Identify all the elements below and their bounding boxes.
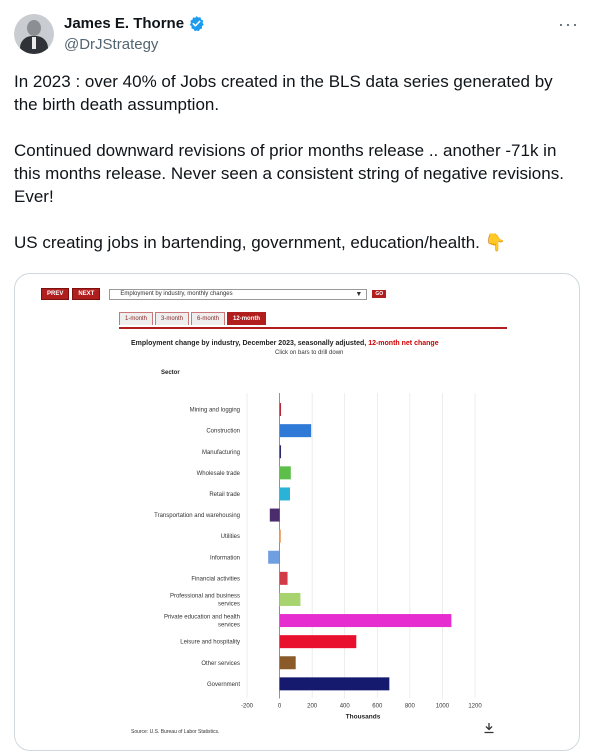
author-name[interactable]: James E. Thorne — [64, 15, 185, 32]
download-icon[interactable] — [483, 722, 495, 737]
x-tick-label: 800 — [404, 703, 415, 710]
category-label: Construction — [206, 428, 240, 435]
bar[interactable] — [280, 445, 281, 458]
category-label: Manufacturing — [201, 449, 240, 456]
bar[interactable] — [280, 424, 312, 437]
category-label: Retail trade — [209, 491, 240, 498]
bar[interactable] — [270, 509, 280, 522]
chart-source: Source: U.S. Bureau of Labor Statistics. — [131, 729, 220, 735]
go-button[interactable]: GO — [372, 290, 386, 298]
chart-select-value: Employment by industry, monthly changes — [120, 290, 233, 297]
chart-subtitle: Click on bars to drill down — [275, 350, 344, 356]
prev-button[interactable]: PREV — [41, 288, 69, 300]
bar[interactable] — [280, 635, 357, 648]
avatar[interactable] — [14, 14, 54, 54]
bar[interactable] — [280, 403, 281, 416]
tab-3-month[interactable]: 3-month — [155, 312, 189, 325]
category-label: services — [217, 601, 240, 608]
sector-header: Sector — [161, 370, 180, 376]
chart-title-main: Employment change by industry, December 2023, seasonally adjusted, — [131, 340, 369, 347]
x-tick-label: 400 — [339, 703, 350, 710]
tweet-paragraph-3-text: US creating jobs in bartending, government, education/health. — [14, 233, 480, 252]
category-label: Government — [206, 681, 240, 688]
pointing-down-emoji: 👇 — [484, 233, 506, 252]
category-label: Transportation and warehousing — [154, 513, 240, 520]
author-handle[interactable]: @DrJStrategy — [64, 36, 159, 53]
bar[interactable] — [280, 530, 281, 543]
author-name-row[interactable] — [64, 15, 205, 32]
category-label: services — [217, 622, 240, 629]
bar[interactable] — [280, 677, 390, 690]
x-tick-label: 1000 — [435, 703, 450, 710]
category-label: Utilities — [220, 534, 240, 541]
bar[interactable] — [280, 572, 288, 585]
bar-chart — [15, 274, 579, 750]
media-card[interactable] — [14, 273, 580, 751]
category-label: Information — [209, 555, 240, 562]
category-label: Mining and logging — [189, 407, 240, 414]
bar[interactable] — [280, 614, 452, 627]
category-label: Other services — [201, 660, 240, 667]
tweet-text — [14, 70, 574, 277]
tweet-paragraph-3 — [14, 231, 574, 254]
x-tick-label: -200 — [240, 703, 254, 710]
bar[interactable] — [280, 466, 291, 479]
category-label: Professional and business — [169, 593, 240, 600]
x-tick-label: 200 — [307, 703, 318, 710]
x-tick-label: 600 — [372, 703, 383, 710]
category-label: Financial activities — [191, 576, 240, 583]
avatar-tie — [32, 37, 36, 49]
tab-1-month[interactable]: 1-month — [119, 312, 153, 325]
more-horizontal-icon[interactable]: ··· — [558, 14, 579, 34]
x-tick-label: 1200 — [468, 703, 482, 710]
next-button[interactable]: NEXT — [72, 288, 100, 300]
x-axis-label: Thousands — [345, 713, 381, 721]
chevron-down-icon: ▼ — [355, 290, 363, 298]
tab-6-month[interactable]: 6-month — [191, 312, 225, 325]
tweet-paragraph-1: In 2023 : over 40% of Jobs created in the BLS data series generated by the birth death assumption. — [14, 72, 553, 114]
bar[interactable] — [280, 487, 290, 500]
bar[interactable] — [280, 593, 301, 606]
category-label: Wholesale trade — [196, 470, 240, 477]
verified-badge-icon — [188, 15, 205, 32]
chart-title-highlight: 12-month net change — [368, 340, 439, 347]
bar[interactable] — [280, 656, 296, 669]
tab-12-month[interactable]: 12-month — [227, 312, 266, 325]
tweet-paragraph-2: Continued downward revisions of prior months release .. another -71k in this months release. Never seen a consistent string of negative revisions. Ever! — [14, 141, 564, 206]
avatar-head — [27, 20, 41, 36]
bar[interactable] — [268, 551, 279, 564]
category-label: Leisure and hospitality — [180, 639, 240, 646]
x-tick-label: 0 — [277, 703, 282, 710]
category-label: Private education and health — [163, 614, 240, 621]
